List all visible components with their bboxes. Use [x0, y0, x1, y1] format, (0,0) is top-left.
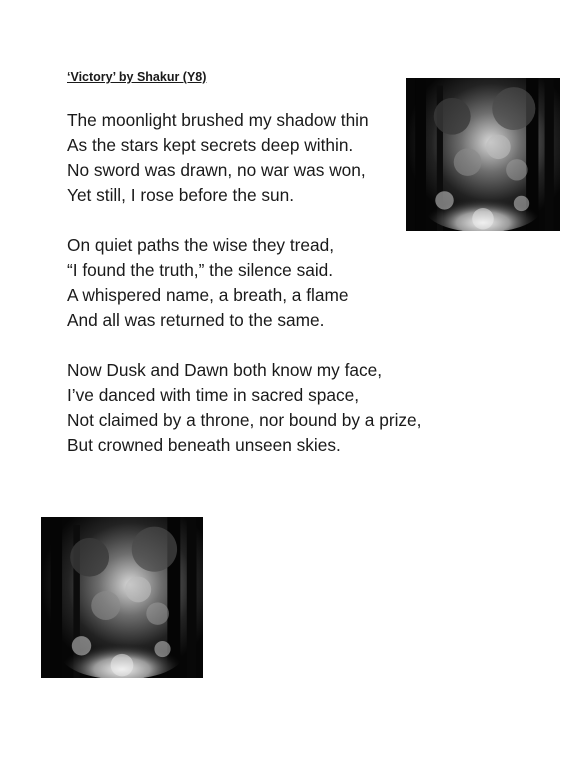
poem-line: Now Dusk and Dawn both know my face, [67, 360, 383, 380]
poem-title: ‘Victory’ by Shakur (Y8) [67, 70, 207, 84]
stanza-1 [67, 108, 421, 208]
poem-line: A whispered name, a breath, a flame [67, 285, 349, 305]
stanza-2 [67, 233, 421, 333]
moonlit-forest-path-photo [41, 517, 203, 678]
forest-photo-icon [41, 517, 203, 678]
poem-body [67, 108, 421, 483]
poem-line: But crowned beneath unseen skies. [67, 435, 341, 455]
moonlit-forest-path-photo [406, 78, 560, 231]
poem-line: Yet still, I rose before the sun. [67, 185, 295, 205]
poem-line: I’ve danced with time in sacred space, [67, 385, 360, 405]
forest-photo-icon [406, 78, 560, 231]
poem-line: The moonlight brushed my shadow thin [67, 110, 369, 130]
poem-line: On quiet paths the wise they tread, [67, 235, 335, 255]
poem-line: As the stars kept secrets deep within. [67, 135, 354, 155]
poem-line: Not claimed by a throne, nor bound by a prize, [67, 410, 422, 430]
poem-line: And all was returned to the same. [67, 310, 325, 330]
stanza-3 [67, 358, 421, 458]
poem-line: No sword was drawn, no war was won, [67, 160, 366, 180]
poem-line: “I found the truth,” the silence said. [67, 260, 334, 280]
